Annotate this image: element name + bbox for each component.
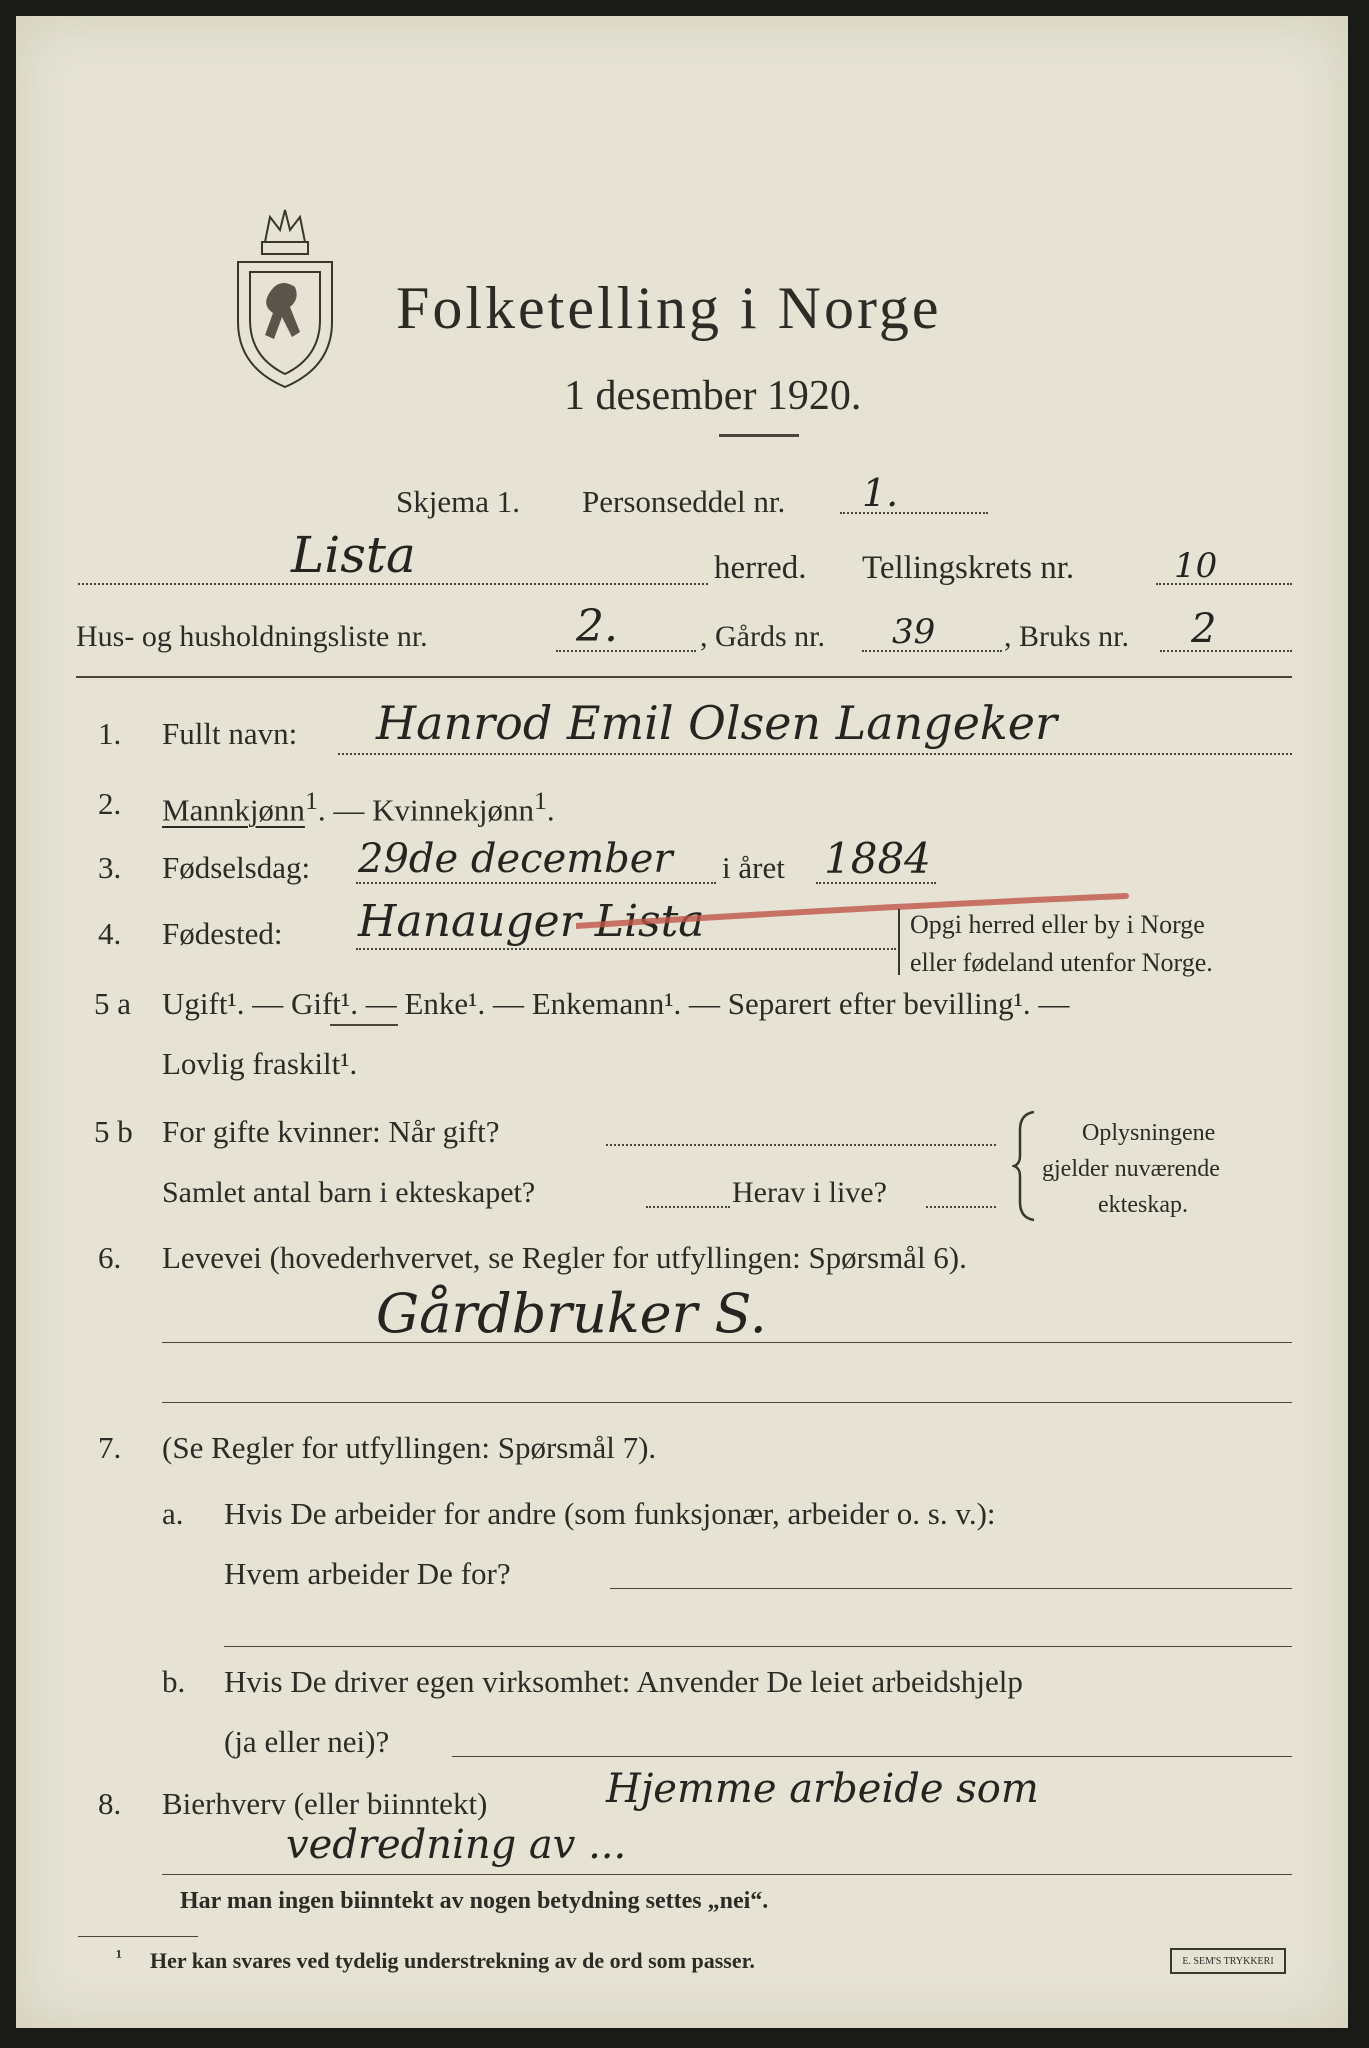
q1-number: 1. [98, 716, 122, 751]
q8-side-income-line2[interactable]: vedredning av ... [286, 1822, 627, 1868]
footnote-text: Her kan svares ved tydelig understrekning av de ord som passer. [150, 1948, 755, 1973]
herred-label: herred. [714, 550, 807, 586]
q6-occupation[interactable]: Gårdbruker S. [376, 1282, 767, 1345]
q7b-line1: Hvis De driver egen virksomhet: Anvender De leiet arbeidshjelp [224, 1664, 1023, 1699]
q4-note-line2: eller fødeland utenfor Norge. [910, 948, 1213, 977]
q5b-children-alive: Herav i live? [732, 1176, 887, 1209]
title-divider [719, 434, 799, 437]
q4-note-line1: Opgi herred eller by i Norge [910, 910, 1205, 939]
q8-note: Har man ingen biinntekt av nogen betydning settes „nei“. [180, 1888, 769, 1914]
skjema-label: Skjema 1. [396, 484, 520, 519]
q4-note-bracket [898, 909, 900, 975]
hus-value[interactable]: 2. [576, 601, 618, 652]
q2-sep: . — [317, 792, 373, 828]
q3-year-line [816, 882, 936, 884]
tellingskrets-label: Tellingskrets nr. [862, 550, 1075, 586]
q4-number: 4. [98, 916, 122, 951]
hus-line [556, 650, 696, 652]
gards-label: , Gårds nr. [700, 620, 825, 653]
personseddel-value[interactable]: 1. [862, 471, 899, 515]
census-date: 1 desember 1920. [564, 373, 862, 419]
q5b-brace [1012, 1110, 1042, 1222]
q3-label: Fødselsdag: [162, 850, 311, 885]
q7-label: (Se Regler for utfyllingen: Spørsmål 7). [162, 1430, 657, 1465]
q3-number: 3. [98, 850, 122, 885]
tellingskrets-value[interactable]: 10 [1174, 546, 1218, 586]
q7b-line2: (ja eller nei)? [224, 1724, 390, 1759]
q4-birthplace[interactable]: Hanauger Lista [358, 896, 705, 947]
q2-male-option[interactable]: Mannkjønn [162, 792, 305, 828]
q7b-answer-line [452, 1756, 1292, 1757]
q4-label: Fødested: [162, 916, 283, 951]
q3-birth-year[interactable]: 1884 [824, 834, 931, 883]
bruks-line [1160, 650, 1292, 652]
q5b-children-line [646, 1206, 730, 1208]
q7a-line2: Hvem arbeider De for? [224, 1556, 511, 1591]
herred-value[interactable]: Lista [291, 526, 416, 584]
q2-end: . [546, 792, 555, 828]
herred-line [78, 583, 708, 585]
q5a-number: 5 a [94, 986, 132, 1021]
q2-options: Mannkjønn$^1$. — Kvinnekjønn$^1$. [162, 786, 555, 828]
footnote-mark: ¹ [116, 1946, 122, 1968]
q7a-letter: a. [162, 1496, 184, 1531]
q7-number: 7. [98, 1430, 122, 1465]
q5a-options-cont[interactable]: Lovlig fraskilt¹. [162, 1046, 358, 1081]
gards-value[interactable]: 39 [892, 612, 936, 652]
q8-label: Bierhverv (eller biinntekt) [162, 1786, 488, 1821]
q4-line [356, 948, 896, 950]
q2-female-option[interactable]: Kvinnekjønn [372, 792, 534, 828]
q6-line2 [162, 1402, 1292, 1403]
q5b-when-line [606, 1144, 996, 1146]
q5b-note-line3: ekteskap. [1098, 1192, 1188, 1218]
gards-line [862, 650, 1002, 652]
gift-underline [330, 1024, 398, 1026]
q8-side-income-line1[interactable]: Hjemme arbeide som [606, 1766, 1039, 1812]
q8-number: 8. [98, 1786, 122, 1821]
q3-mid: i året [722, 850, 785, 885]
q7a-answer-line2 [224, 1646, 1292, 1647]
header-rule [76, 676, 1292, 678]
q3-day-line [356, 882, 716, 884]
q5b-note-line1: Oplysningene [1082, 1120, 1216, 1146]
q5b-number: 5 b [94, 1114, 133, 1149]
tellingskrets-line [1156, 583, 1292, 585]
q5b-when-married: For gifte kvinner: Når gift? [162, 1114, 500, 1149]
q1-label: Fullt navn: [162, 716, 298, 751]
q5b-note-line2: gjelder nuværende [1042, 1156, 1220, 1182]
q5a-options[interactable]: Ugift¹. — Gift¹. — Enke¹. — Enkemann¹. — Separert efter bevilling¹. — [162, 986, 1070, 1021]
q7a-line1: Hvis De arbeider for andre (som funksjonær, arbeider o. s. v.): [224, 1496, 996, 1531]
bruks-value[interactable]: 2 [1191, 606, 1217, 652]
q1-line [338, 753, 1292, 755]
coat-of-arms-icon [230, 202, 340, 392]
q6-number: 6. [98, 1240, 122, 1275]
q6-line1 [162, 1342, 1292, 1343]
q5b-alive-line [926, 1206, 996, 1208]
form-title: Folketelling i Norge [396, 275, 942, 341]
personseddel-line [840, 512, 988, 514]
hus-label: Hus- og husholdningsliste nr. [76, 620, 428, 653]
footnote-rule [78, 1936, 198, 1937]
q7a-answer-line1 [610, 1588, 1292, 1589]
q8-answer-line [162, 1874, 1292, 1875]
q3-birth-day[interactable]: 29de december [358, 836, 673, 882]
census-form [16, 16, 1348, 2028]
q1-full-name[interactable]: Hanrod Emil Olsen Langeker [376, 696, 1058, 750]
q2-number: 2. [98, 786, 122, 821]
printer-stamp [1170, 1948, 1286, 1974]
personseddel-label: Personseddel nr. [582, 484, 786, 519]
printer-stamp-text: E. SEM'S TRYKKERI [1182, 1955, 1274, 1967]
bruks-label: , Bruks nr. [1004, 620, 1130, 653]
q7b-letter: b. [162, 1664, 186, 1699]
q5b-children-total: Samlet antal barn i ekteskapet? [162, 1176, 536, 1209]
q6-label: Levevei (hovederhvervet, se Regler for utfyllingen: Spørsmål 6). [162, 1240, 967, 1275]
